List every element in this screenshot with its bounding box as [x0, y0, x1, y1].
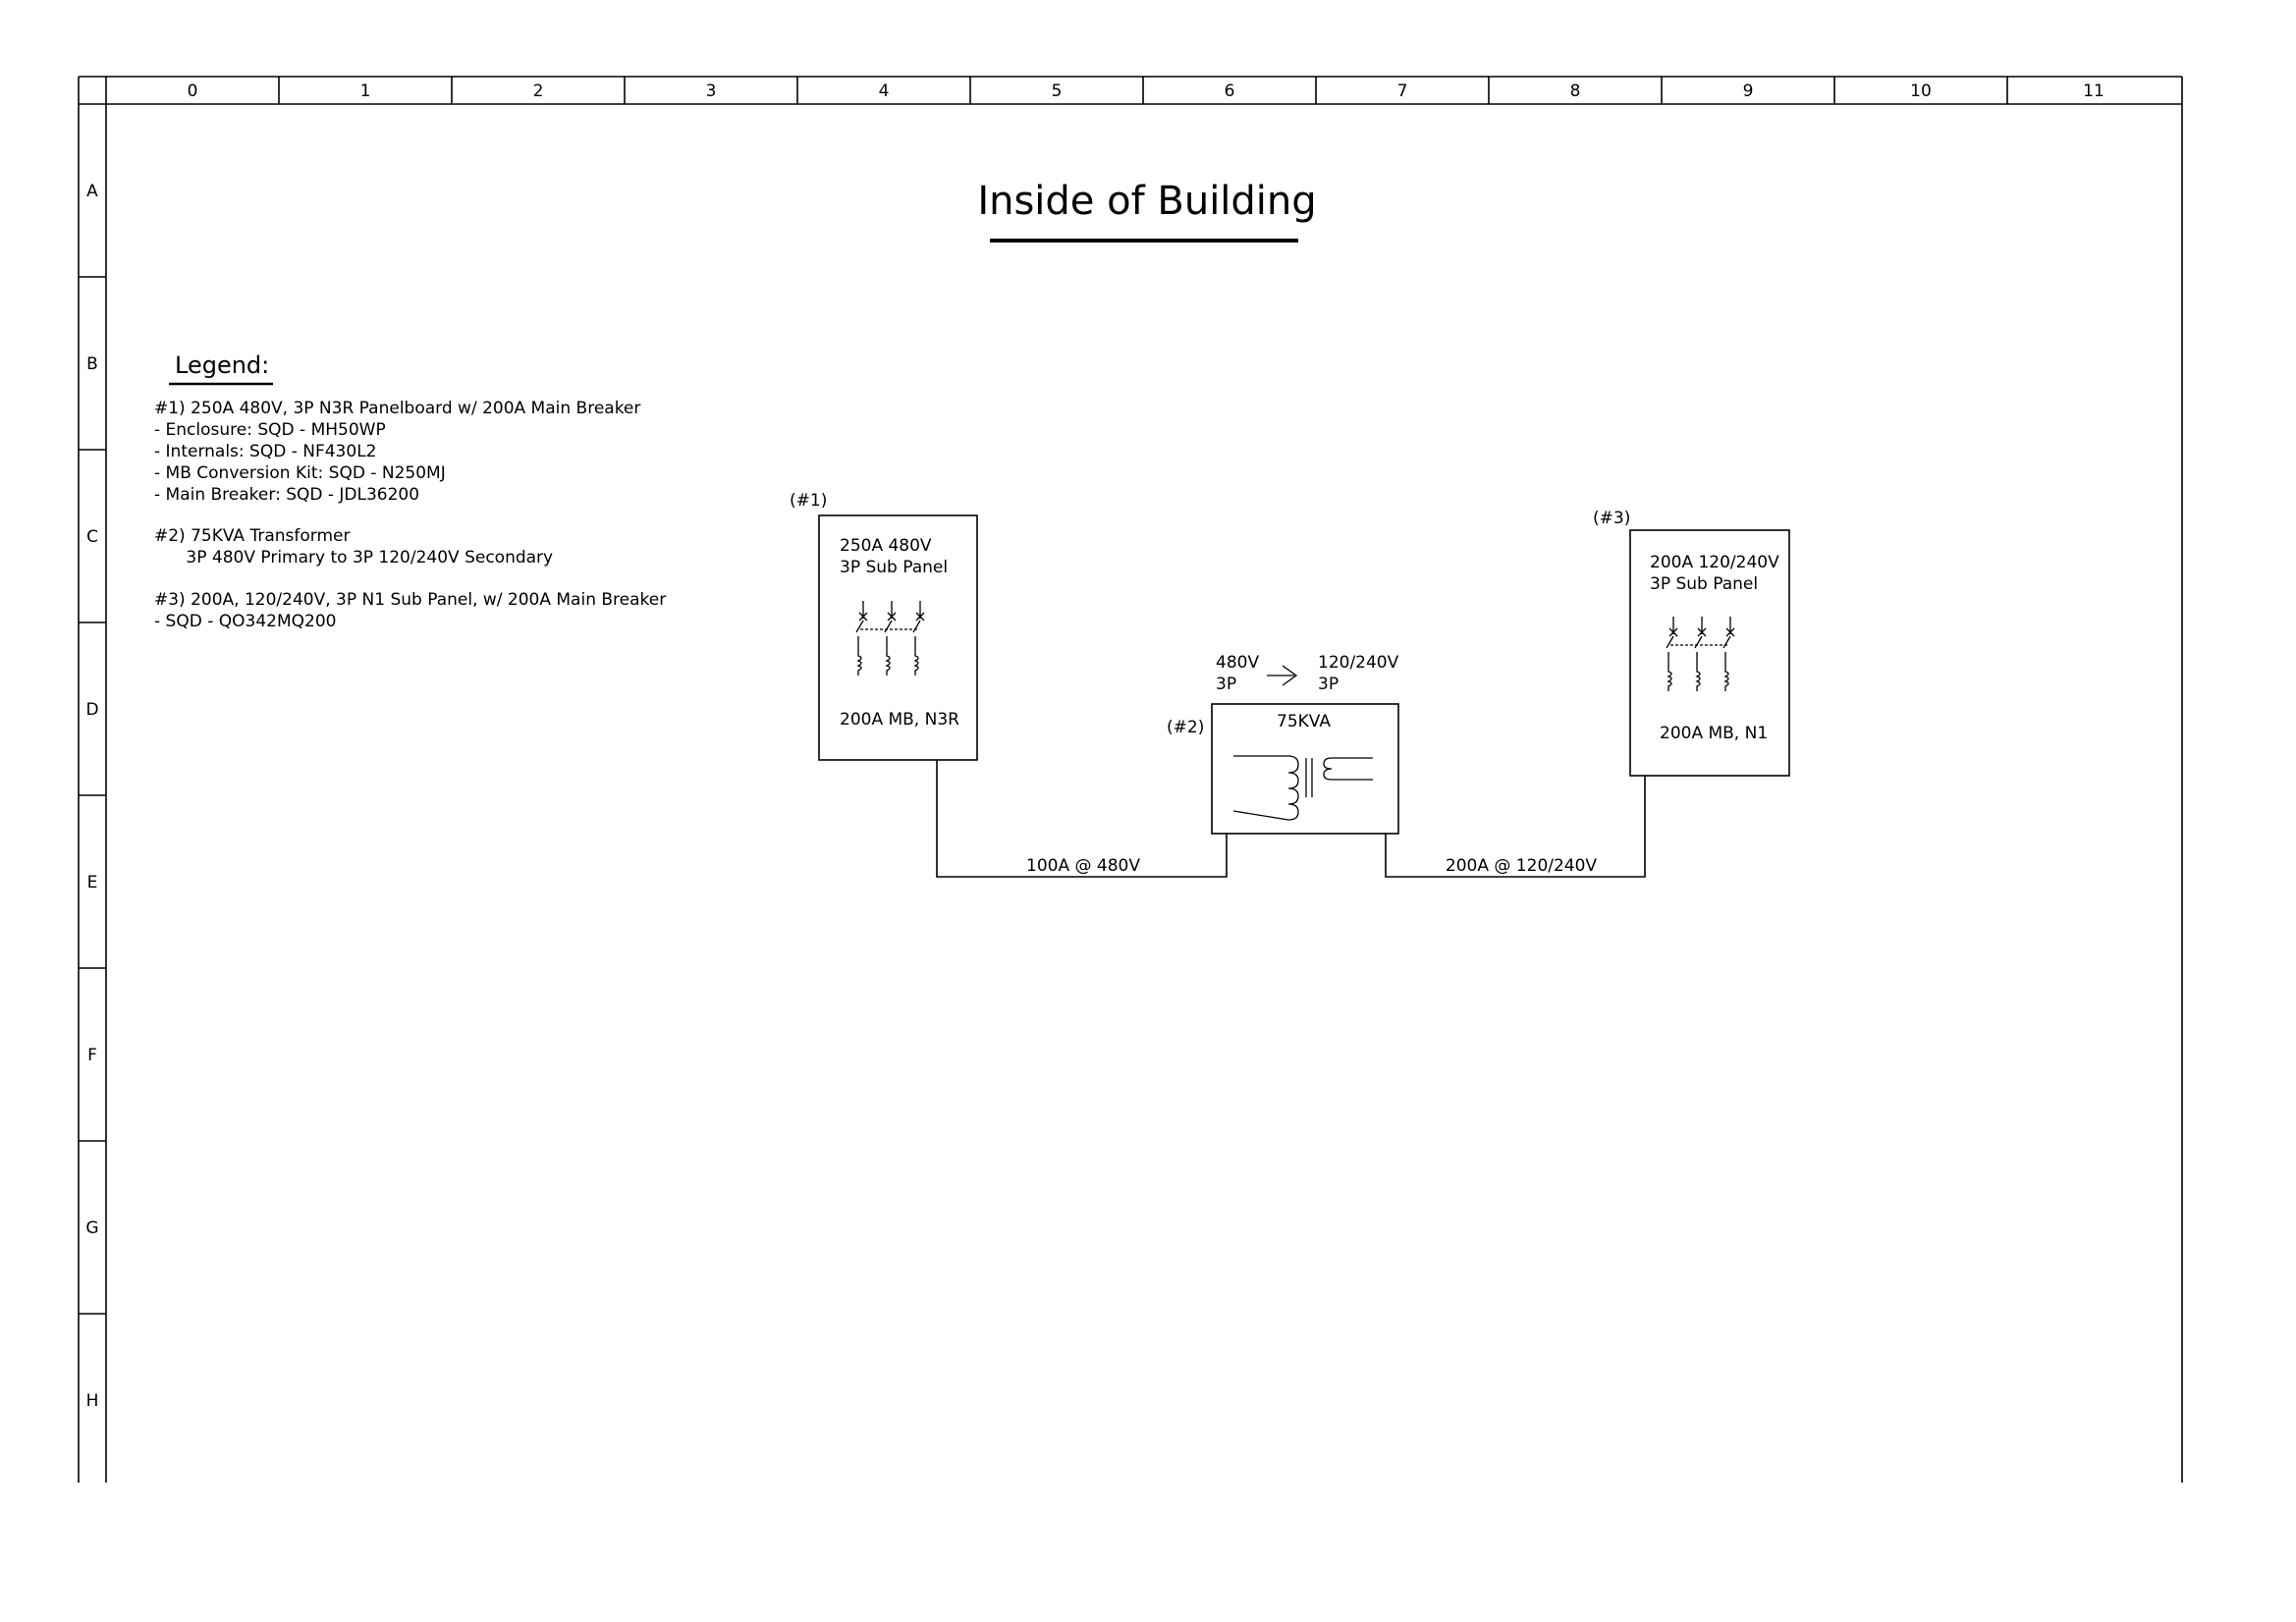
- row-label: G: [85, 1218, 99, 1238]
- breaker-icon: [1667, 617, 1734, 691]
- panel-1-rating: 250A 480V: [840, 536, 932, 556]
- panel-3-tag: (#3): [1593, 509, 1631, 528]
- row-label: H: [85, 1391, 99, 1411]
- column-label: 1: [359, 81, 371, 101]
- feeder-right-label: 200A @ 120/240V: [1445, 856, 1598, 876]
- transformer-primary-phase: 3P: [1216, 675, 1237, 694]
- legend-line: #2) 75KVA Transformer: [154, 526, 351, 546]
- column-labels: [188, 81, 2105, 101]
- legend-line: - SQD - QO342MQ200: [154, 612, 337, 631]
- panel-3: [1593, 509, 1789, 776]
- row-label: E: [86, 873, 98, 892]
- sheet-border: [79, 77, 2182, 1483]
- column-label: 3: [705, 81, 717, 101]
- panel-1: [790, 491, 977, 760]
- panel-1-main-breaker: 200A MB, N3R: [840, 710, 959, 730]
- transformer-2: [1167, 653, 1399, 834]
- legend: [154, 351, 666, 631]
- panel-3-type: 3P Sub Panel: [1650, 574, 1759, 594]
- transformer-secondary-phase: 3P: [1318, 675, 1339, 694]
- column-label: 10: [1910, 81, 1932, 101]
- column-label: 6: [1224, 81, 1235, 101]
- column-label: 7: [1396, 81, 1408, 101]
- transformer-secondary-voltage: 120/240V: [1318, 653, 1399, 673]
- column-label: 2: [532, 81, 544, 101]
- column-label: 0: [187, 81, 198, 101]
- row-label: A: [86, 182, 98, 201]
- column-label: 4: [878, 81, 890, 101]
- row-labels: [85, 182, 98, 1411]
- legend-heading: Legend:: [175, 351, 270, 379]
- row-label: C: [86, 527, 98, 547]
- legend-line: - MB Conversion Kit: SQD - N250MJ: [154, 463, 446, 483]
- transformer-primary-voltage: 480V: [1216, 653, 1260, 673]
- column-label: 5: [1051, 81, 1063, 101]
- panel-1-tag: (#1): [790, 491, 828, 511]
- arrow-right-icon: [1267, 666, 1296, 685]
- column-label: 8: [1569, 81, 1581, 101]
- column-label: 11: [2083, 81, 2105, 101]
- feeder-left-label: 100A @ 480V: [1026, 856, 1140, 876]
- page-title: Inside of Building: [977, 179, 1317, 224]
- column-label: 9: [1742, 81, 1754, 101]
- panel-3-rating: 200A 120/240V: [1650, 553, 1779, 572]
- legend-line: #1) 250A 480V, 3P N3R Panelboard w/ 200A Main Breaker: [154, 399, 641, 418]
- row-label: B: [86, 354, 98, 374]
- panel-3-main-breaker: 200A MB, N1: [1660, 724, 1769, 743]
- legend-line: - Enclosure: SQD - MH50WP: [154, 420, 386, 440]
- legend-line: - Internals: SQD - NF430L2: [154, 442, 377, 461]
- panel-1-type: 3P Sub Panel: [840, 558, 949, 577]
- row-label: D: [85, 700, 99, 720]
- breaker-icon: [856, 601, 924, 676]
- row-label: F: [87, 1046, 97, 1065]
- legend-line: - Main Breaker: SQD - JDL36200: [154, 485, 420, 505]
- feeder-left: [937, 760, 1227, 877]
- transformer-rating: 75KVA: [1277, 712, 1331, 731]
- transformer-tag: (#2): [1167, 718, 1205, 737]
- legend-line: #3) 200A, 120/240V, 3P N1 Sub Panel, w/ 200A Main Breaker: [154, 590, 667, 610]
- feeder-right: [1386, 776, 1645, 877]
- legend-line: 3P 480V Primary to 3P 120/240V Secondary: [154, 548, 554, 568]
- transformer-icon: [1233, 756, 1373, 820]
